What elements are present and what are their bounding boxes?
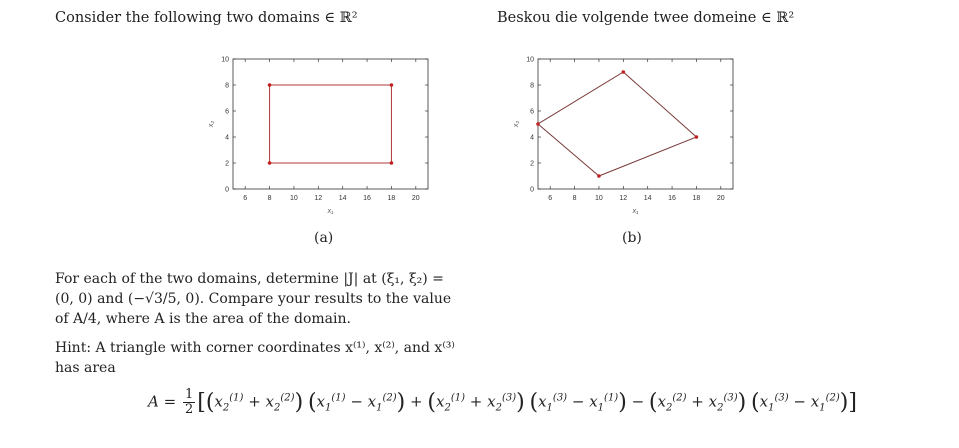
frac-num: 1 — [184, 387, 194, 402]
corner-point-1 — [597, 174, 601, 178]
question-line-2: (0, 0) and (−√3/5, 0). Compare your results to the value — [55, 291, 452, 307]
domain-outline-a — [270, 85, 392, 163]
corner-point-3 — [622, 70, 626, 74]
corner-point-3 — [390, 83, 394, 87]
area-formula: A = $\frac{1}{2}$ $[(x_2^{(1)} + x_2^{(2)}) (x_1^{(1)} - x_1^{(2)}) + (x_2^{(1)} + x_2^{(3)}) (x_1^{(3)} - x_1^{(1)}) - (x_2^{(2)} + x_2^{(3)}) (x_1^{(3)} - x_1^{(2)})]$ — [148, 387, 857, 417]
x-tick-label-10: 10 — [290, 195, 298, 202]
hint-line-2: has area — [55, 360, 116, 376]
corner-point-4 — [536, 122, 540, 126]
x-tick-label-20: 20 — [411, 195, 420, 202]
y-axis-label: x₂ — [513, 120, 520, 128]
y-tick-label-0: 0 — [225, 186, 229, 194]
y-tick-label-2: 2 — [530, 160, 534, 168]
y-tick-label-6: 6 — [530, 108, 534, 116]
question-text — [55, 269, 475, 329]
x-tick-label-18: 18 — [387, 195, 396, 202]
question-line-3: of A/4, where A is the area of the domain. — [55, 311, 351, 327]
y-tick-label-10: 10 — [221, 56, 229, 64]
x-tick-label-6: 6 — [243, 195, 248, 202]
caption-b: (b) — [622, 230, 642, 246]
x-tick-label-20: 20 — [716, 195, 725, 202]
corner-point-4 — [268, 83, 272, 87]
heading-afrikaans: Beskou die volgende twee domeine ∈ ℝ² — [497, 10, 795, 26]
plot-a — [200, 52, 430, 222]
question-line-1: For each of the two domains, determine |J| at (ξ₁, ξ₂) = — [55, 271, 444, 287]
y-tick-label-8: 8 — [530, 82, 534, 90]
x-axis-label: x₁ — [632, 208, 639, 215]
domain-outline-b — [538, 72, 696, 176]
formula-fraction — [183, 388, 195, 417]
y-tick-label-10: 10 — [526, 56, 534, 64]
x-tick-label-12: 12 — [314, 195, 323, 202]
x-tick-label-16: 16 — [363, 195, 371, 202]
x-tick-label-8: 8 — [572, 195, 577, 202]
y-tick-label-0: 0 — [530, 186, 534, 194]
corner-point-1 — [268, 161, 272, 165]
caption-a: (a) — [314, 230, 334, 246]
x-tick-label-10: 10 — [595, 195, 603, 202]
plot-a-frame — [233, 59, 428, 189]
x-tick-label-16: 16 — [668, 195, 676, 202]
hint-text — [55, 338, 475, 378]
y-tick-label-4: 4 — [225, 134, 229, 142]
y-tick-label-2: 2 — [225, 160, 229, 168]
y-axis-label: x₂ — [208, 120, 215, 128]
y-tick-label-8: 8 — [225, 82, 229, 90]
x-axis-label: x₁ — [327, 208, 334, 215]
formula-lhs: A = — [148, 392, 177, 411]
heading-english: Consider the following two domains ∈ ℝ² — [55, 10, 358, 26]
x-tick-label-6: 6 — [548, 195, 553, 202]
corner-point-2 — [695, 135, 699, 139]
plot-b — [505, 52, 735, 222]
x-tick-label-8: 8 — [267, 195, 272, 202]
x-tick-label-18: 18 — [692, 195, 701, 202]
y-tick-label-4: 4 — [530, 134, 534, 142]
plot-b-frame — [538, 59, 733, 189]
frac-den: 2 — [184, 402, 194, 417]
x-tick-label-14: 14 — [338, 195, 347, 202]
corner-point-2 — [390, 161, 394, 165]
hint-line-1: Hint: A triangle with corner coordinates x⁽¹⁾, x⁽²⁾, and x⁽³⁾ — [55, 340, 455, 356]
y-tick-label-6: 6 — [225, 108, 229, 116]
x-tick-label-12: 12 — [619, 195, 628, 202]
x-tick-label-14: 14 — [643, 195, 652, 202]
